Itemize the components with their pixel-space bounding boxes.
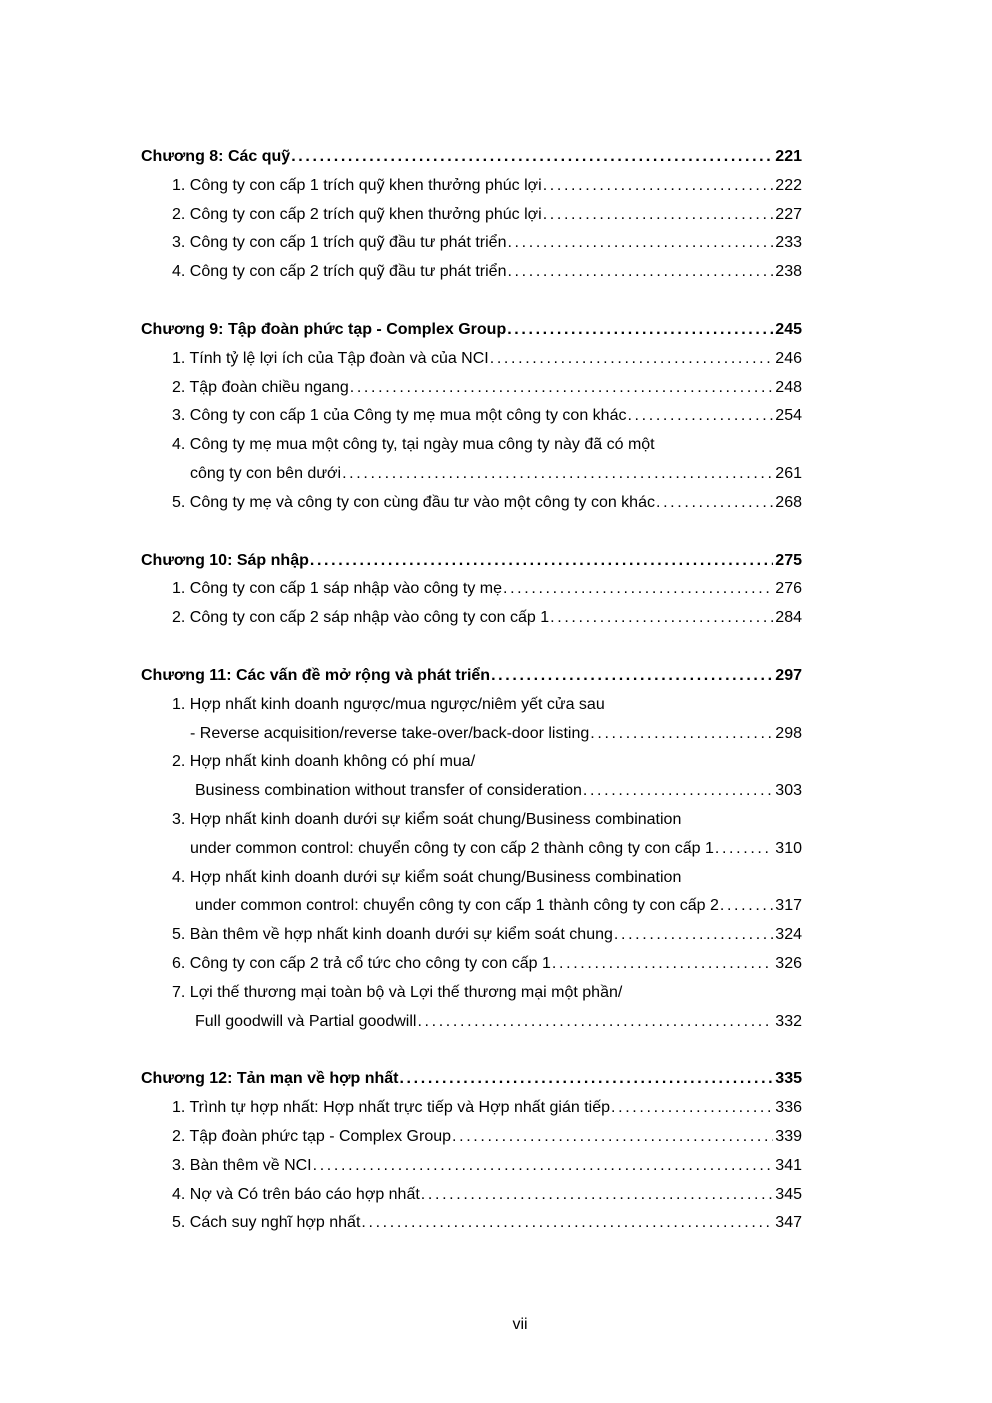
toc-chapter-12[interactable] xyxy=(141,1065,802,1094)
item-title: 1. Công ty con cấp 1 sáp nhập vào công ty mẹ xyxy=(172,580,502,598)
dot-leader xyxy=(490,345,774,374)
item-title: 5. Bàn thêm về hợp nhất kinh doanh dưới sự kiểm soát chung xyxy=(172,926,613,944)
item-page: 246 xyxy=(775,349,802,367)
toc-item[interactable] xyxy=(141,950,802,979)
item-title: 1. Trình tự hợp nhất: Hợp nhất trực tiếp và Hợp nhất gián tiếp xyxy=(172,1099,611,1117)
toc-chapter-9[interactable] xyxy=(141,316,802,345)
toc-item[interactable] xyxy=(141,374,802,403)
item-title: 1. Hợp nhất kinh doanh ngược/mua ngược/niêm yết cửa sau xyxy=(172,695,605,713)
item-title-cont: - Reverse acquisition/reverse take-over/back-door listing xyxy=(190,724,590,742)
toc-item[interactable] xyxy=(141,1209,802,1238)
chapter-page: 245 xyxy=(775,320,802,338)
dot-leader xyxy=(590,720,773,749)
toc-item[interactable] xyxy=(141,575,802,604)
item-title: 2. Công ty con cấp 2 trích quỹ khen thưởng phúc lợi xyxy=(172,205,542,223)
dot-leader xyxy=(507,316,773,345)
toc-item-continuation[interactable] xyxy=(141,1008,802,1037)
item-title-cont: Full goodwill và Partial goodwill xyxy=(195,1012,417,1030)
dot-leader xyxy=(399,1065,773,1094)
toc-item[interactable] xyxy=(141,201,802,230)
item-page: 336 xyxy=(775,1099,802,1117)
dot-leader xyxy=(452,1123,773,1152)
item-title: 7. Lợi thế thương mại toàn bộ và Lợi thế thương mại một phần/ xyxy=(172,983,623,1001)
item-title: 4. Hợp nhất kinh doanh dưới sự kiểm soát chung/Business combination xyxy=(172,868,682,886)
dot-leader xyxy=(614,921,773,950)
item-title: 3. Hợp nhất kinh doanh dưới sự kiểm soát chung/Business combination xyxy=(172,810,682,828)
item-title: 2. Tập đoàn phức tạp - Complex Group xyxy=(172,1127,452,1145)
dot-leader xyxy=(361,1209,773,1238)
dot-leader xyxy=(507,229,773,258)
toc-item[interactable] xyxy=(141,1152,802,1181)
toc-chapter-11[interactable] xyxy=(141,662,802,691)
item-title: 3. Công ty con cấp 1 trích quỹ đầu tư phát triển xyxy=(172,234,507,252)
dot-leader xyxy=(507,258,773,287)
item-page: 276 xyxy=(775,580,802,598)
toc-item[interactable] xyxy=(141,1094,802,1123)
toc-item-continuation[interactable] xyxy=(141,720,802,749)
dot-leader xyxy=(720,892,773,921)
item-title: 1. Tính tỷ lệ lợi ích của Tập đoàn và của NCI xyxy=(172,349,489,367)
toc-item-continuation[interactable] xyxy=(141,835,802,864)
dot-leader xyxy=(350,374,774,403)
item-title: 3. Bàn thêm về NCI xyxy=(172,1156,312,1174)
toc-item[interactable] xyxy=(141,345,802,374)
item-title: 3. Công ty con cấp 1 của Công ty mẹ mua một công ty con khác xyxy=(172,407,627,425)
dot-leader xyxy=(503,575,773,604)
dot-leader xyxy=(627,402,773,431)
dot-leader xyxy=(491,662,773,691)
item-page: 324 xyxy=(775,926,802,944)
chapter-title: Chương 11: Các vấn đề mở rộng và phát triển xyxy=(141,666,491,684)
toc-item[interactable] xyxy=(141,229,802,258)
item-page: 233 xyxy=(775,234,802,252)
dot-leader xyxy=(421,1181,774,1210)
chapter-title: Chương 10: Sáp nhập xyxy=(141,551,309,569)
item-page: 298 xyxy=(775,724,802,742)
item-title: 2. Công ty con cấp 2 sáp nhập vào công ty con cấp 1 xyxy=(172,609,550,627)
item-title: 5. Cách suy nghĩ hợp nhất xyxy=(172,1214,361,1232)
item-title: 4. Công ty con cấp 2 trích quỹ đầu tư phát triển xyxy=(172,263,507,281)
item-page: 317 xyxy=(775,897,802,915)
item-page: 248 xyxy=(775,378,802,396)
item-page: 310 xyxy=(775,839,802,857)
chapter-page: 335 xyxy=(775,1070,802,1088)
item-page: 341 xyxy=(775,1156,802,1174)
toc-item-first-line[interactable] xyxy=(141,431,802,460)
chapter-title: Chương 12: Tản mạn về hợp nhất xyxy=(141,1070,399,1088)
section-gap xyxy=(141,633,802,662)
toc-item-continuation[interactable] xyxy=(141,892,802,921)
item-page: 284 xyxy=(775,609,802,627)
item-page: 268 xyxy=(775,493,802,511)
item-title: 4. Công ty mẹ mua một công ty, tại ngày mua công ty này đã có một xyxy=(172,436,655,454)
item-title: 2. Tập đoàn chiều ngang xyxy=(172,378,349,396)
toc-item[interactable] xyxy=(141,258,802,287)
item-page: 227 xyxy=(775,205,802,223)
chapter-title: Chương 8: Các quỹ xyxy=(141,148,291,165)
item-page: 326 xyxy=(775,954,802,972)
item-title-cont: under common control: chuyển công ty con cấp 2 thành công ty con cấp 1 xyxy=(190,839,714,857)
item-title-cont: công ty con bên dưới xyxy=(190,464,342,482)
toc-chapter-10[interactable] xyxy=(141,547,802,576)
dot-leader xyxy=(715,835,773,864)
toc-item-first-line[interactable] xyxy=(141,806,802,835)
dot-leader xyxy=(611,1094,773,1123)
toc-item-continuation[interactable] xyxy=(141,460,802,489)
item-page: 303 xyxy=(775,782,802,800)
item-page: 339 xyxy=(775,1127,802,1145)
chapter-page: 221 xyxy=(775,148,802,165)
dot-leader xyxy=(417,1008,773,1037)
dot-leader xyxy=(552,950,773,979)
toc-item-first-line[interactable] xyxy=(141,691,802,720)
dot-leader xyxy=(583,777,773,806)
page-number: vii xyxy=(512,1316,528,1333)
chapter-page: 275 xyxy=(775,551,802,569)
dot-leader xyxy=(550,604,773,633)
item-title-cont: under common control: chuyển công ty con cấp 1 thành công ty con cấp 2 xyxy=(195,897,719,915)
dot-leader xyxy=(342,460,773,489)
section-gap xyxy=(141,287,802,316)
toc-item[interactable] xyxy=(141,604,802,633)
item-page: 238 xyxy=(775,263,802,281)
chapter-title: Chương 9: Tập đoàn phức tạp - Complex Group xyxy=(141,320,507,338)
item-title: 4. Nợ và Có trên báo cáo hợp nhất xyxy=(172,1185,420,1203)
chapter-page: 297 xyxy=(775,666,802,684)
item-page: 332 xyxy=(775,1012,802,1030)
item-title: 2. Hợp nhất kinh doanh không có phí mua/ xyxy=(172,753,476,771)
toc-item[interactable] xyxy=(141,921,802,950)
item-title-cont: Business combination without transfer of consideration xyxy=(195,782,582,800)
toc-item[interactable] xyxy=(141,1123,802,1152)
toc-item[interactable] xyxy=(141,489,802,518)
table-of-contents xyxy=(141,143,802,1238)
dot-leader xyxy=(291,143,773,172)
item-page: 347 xyxy=(775,1214,802,1232)
section-gap xyxy=(141,1036,802,1065)
item-page: 222 xyxy=(775,176,802,194)
dot-leader xyxy=(656,489,773,518)
item-page: 345 xyxy=(775,1185,802,1203)
toc-chapter-8[interactable] xyxy=(141,143,802,172)
toc-item-first-line[interactable] xyxy=(141,748,802,777)
item-page: 261 xyxy=(775,464,802,482)
toc-item-continuation[interactable] xyxy=(141,777,802,806)
dot-leader xyxy=(313,1152,774,1181)
toc-item[interactable] xyxy=(141,1181,802,1210)
dot-leader xyxy=(543,201,774,230)
item-title: 1. Công ty con cấp 1 trích quỹ khen thưởng phúc lợi xyxy=(172,176,542,194)
section-gap xyxy=(141,518,802,547)
dot-leader xyxy=(543,172,774,201)
dot-leader xyxy=(310,547,773,576)
toc-item[interactable] xyxy=(141,172,802,201)
item-title: 5. Công ty mẹ và công ty con cùng đầu tư vào một công ty con khác xyxy=(172,493,655,511)
item-title: 6. Công ty con cấp 2 trả cổ tức cho công ty con cấp 1 xyxy=(172,954,551,972)
item-page: 254 xyxy=(775,407,802,425)
toc-item-first-line[interactable] xyxy=(141,979,802,1008)
toc-item[interactable] xyxy=(141,402,802,431)
toc-item-first-line[interactable] xyxy=(141,864,802,893)
